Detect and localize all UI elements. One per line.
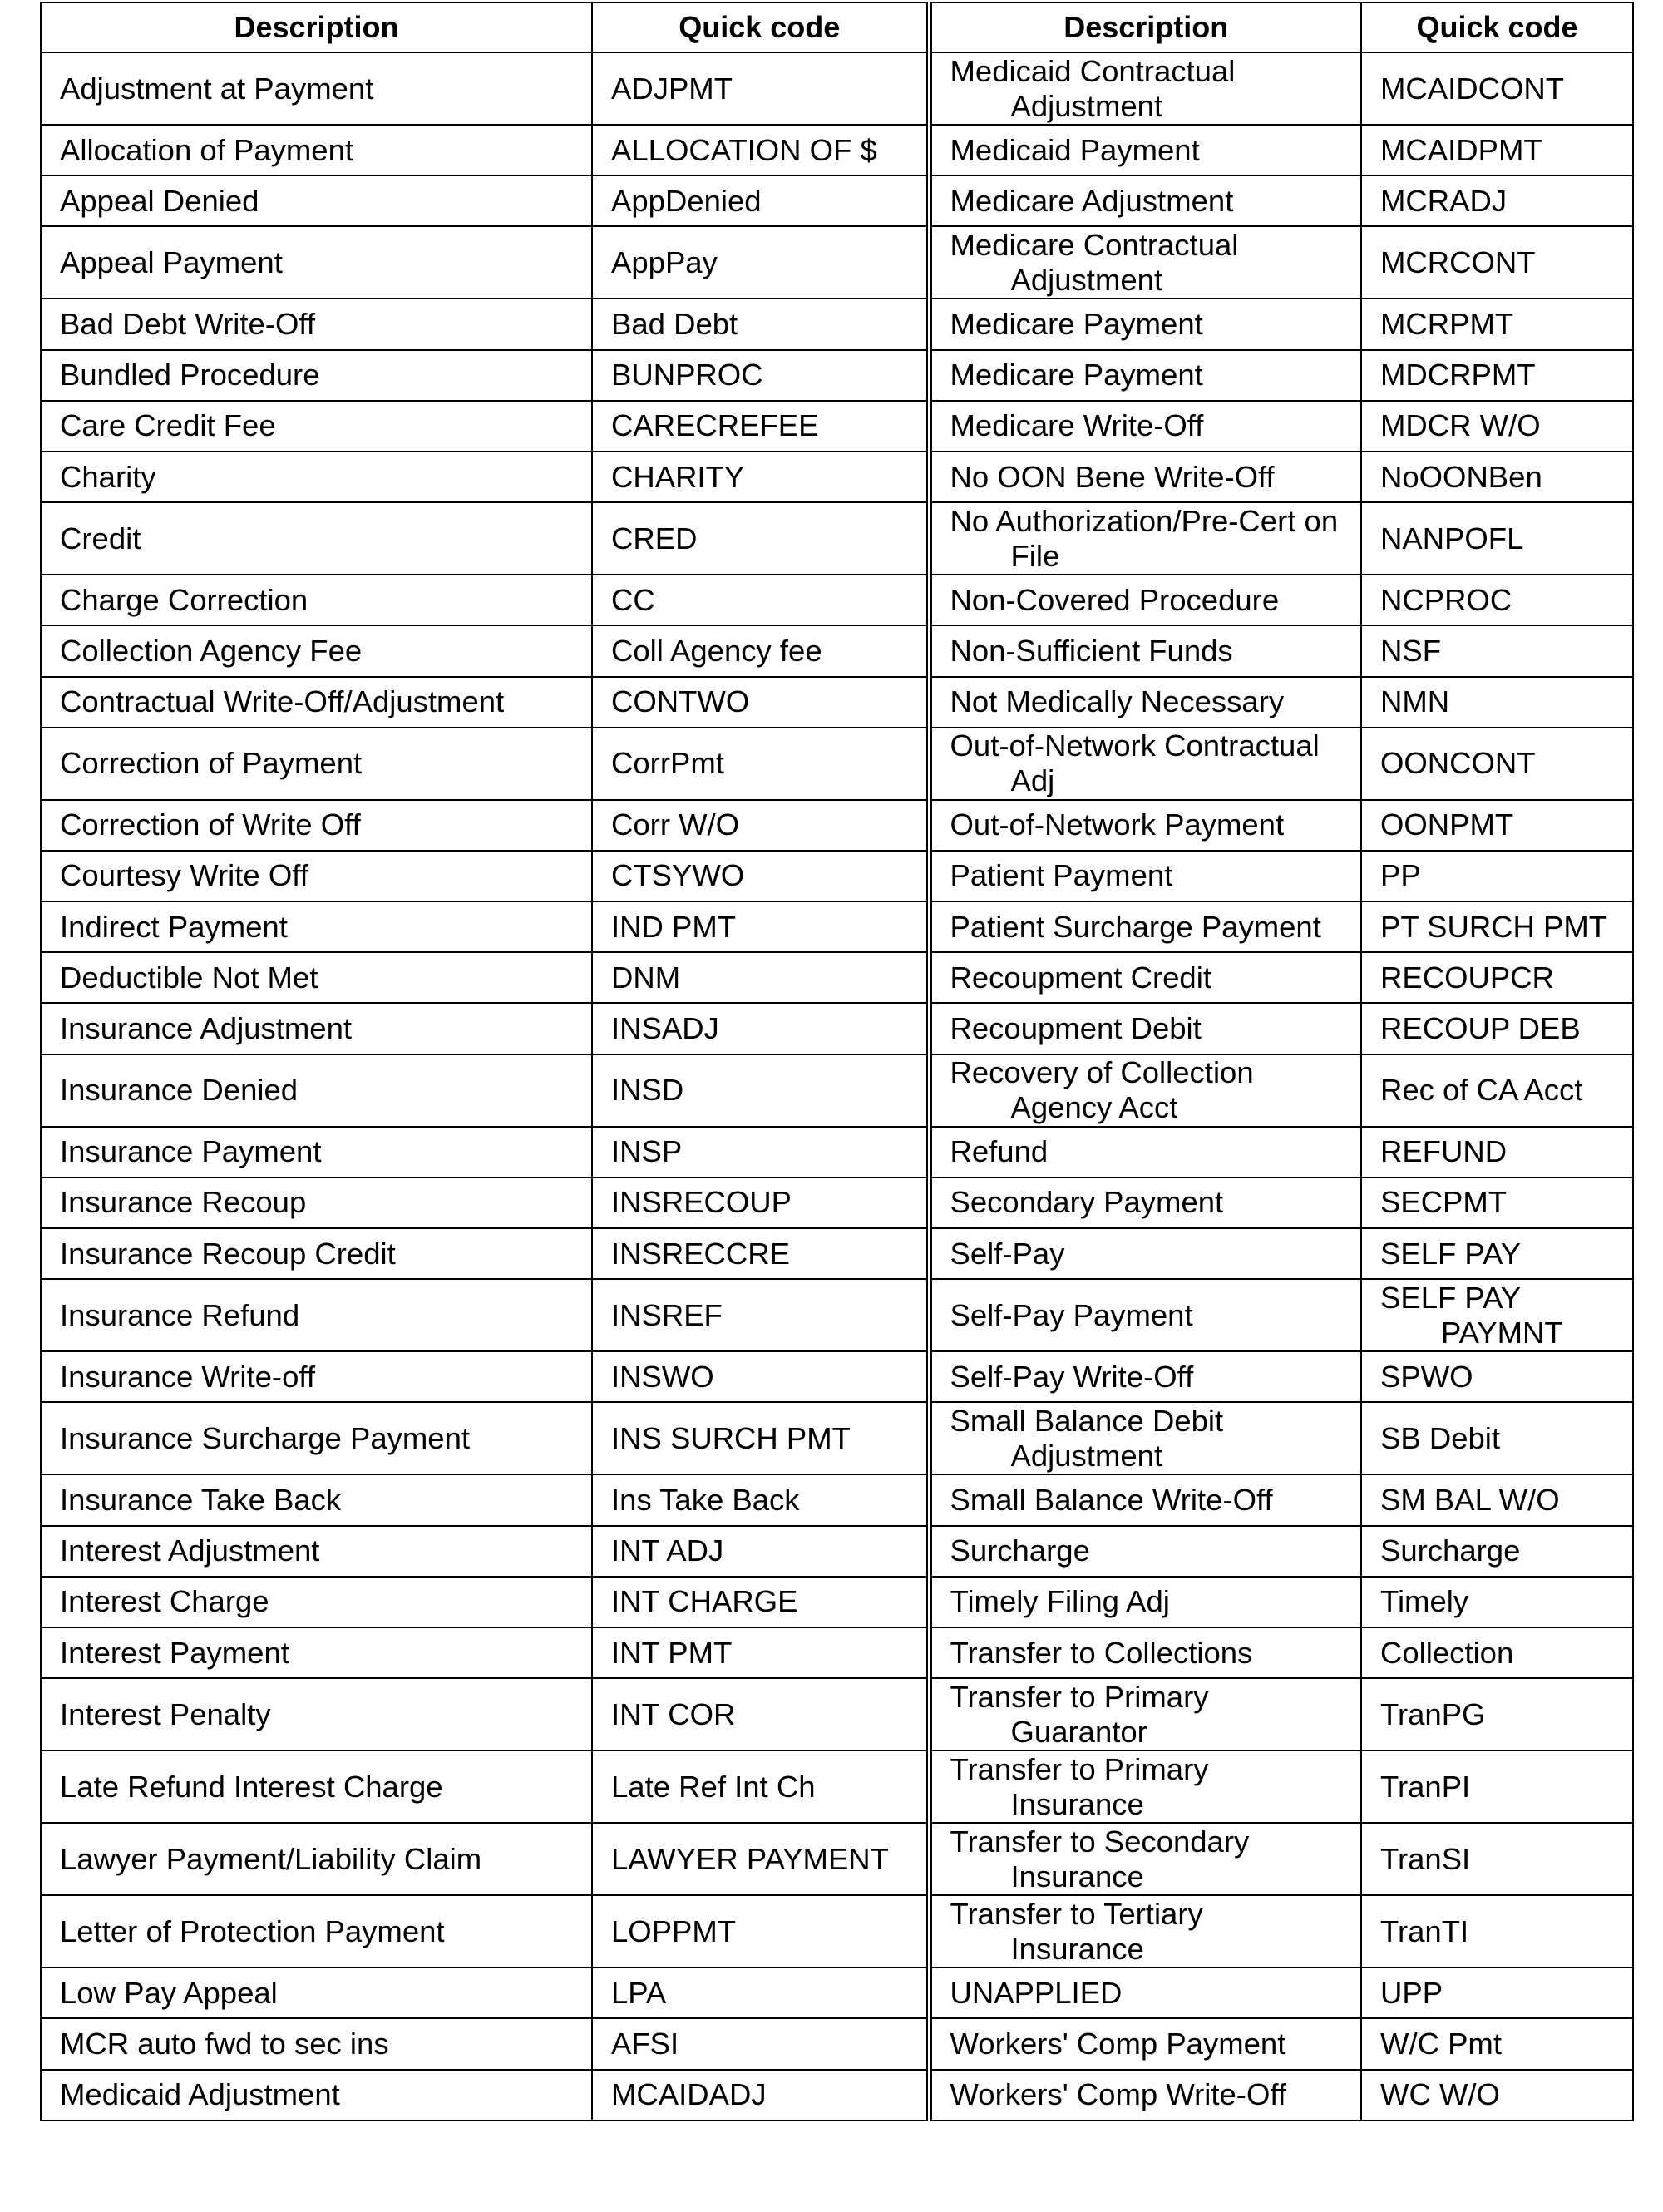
left-description-cell: Insurance Recoup Credit: [41, 1228, 592, 1279]
table-row: [41, 52, 1633, 125]
table-row: [41, 1627, 1633, 1678]
header-row: [41, 2, 1633, 52]
right-description-cell-line: Adjustment: [1010, 262, 1163, 297]
right-quick-code-cell: SPWO: [1361, 1351, 1633, 1402]
left-quick-code-cell: ADJPMT: [592, 52, 929, 125]
right-quick-code-cell: [1361, 1279, 1633, 1351]
right-quick-code-cell: RECOUPCR: [1361, 952, 1633, 1003]
left-quick-code-cell: Late Ref Int Ch: [592, 1750, 929, 1823]
left-quick-code-cell: CONTWO: [592, 677, 929, 728]
right-description-cell: [929, 1750, 1361, 1823]
left-description-cell: Late Refund Interest Charge: [41, 1750, 592, 1823]
right-description-cell: Workers' Comp Write-Off: [929, 2070, 1361, 2121]
right-description-cell: Medicare Adjustment: [929, 175, 1361, 226]
right-quick-code-cell: NSF: [1361, 625, 1633, 676]
left-description-cell: Interest Payment: [41, 1627, 592, 1678]
right-description-cell: Non-Covered Procedure: [929, 575, 1361, 625]
right-description-cell: Medicare Payment: [929, 299, 1361, 349]
table-row: [41, 851, 1633, 901]
right-description-cell-line: File: [1010, 538, 1060, 573]
left-quick-code-cell: INSREF: [592, 1279, 929, 1351]
table-row: [41, 1003, 1633, 1054]
left-description-cell: Medicaid Adjustment: [41, 2070, 592, 2121]
left-quick-code-cell: Bad Debt: [592, 299, 929, 349]
right-quick-code-cell: TranTI: [1361, 1895, 1633, 1968]
left-quick-code-cell: CRED: [592, 502, 929, 575]
right-description-cell-line: No Authorization/Pre-Cert on: [950, 503, 1339, 538]
table-row: [41, 1228, 1633, 1279]
right-description-cell-line: Transfer to Tertiary: [950, 1896, 1203, 1931]
left-quick-code-cell: Coll Agency fee: [592, 625, 929, 676]
left-quick-code-cell: INS SURCH PMT: [592, 1402, 929, 1474]
table-row: [41, 1054, 1633, 1127]
left-description-cell: Adjustment at Payment: [41, 52, 592, 125]
right-quick-code-cell: NMN: [1361, 677, 1633, 728]
table-row: [41, 2070, 1633, 2121]
right-quick-code-cell: MDCRPMT: [1361, 350, 1633, 401]
right-description-cell: Patient Payment: [929, 851, 1361, 901]
left-description-cell: Charge Correction: [41, 575, 592, 625]
left-quick-code-cell: INSWO: [592, 1351, 929, 1402]
right-description-cell: [929, 226, 1361, 299]
right-description-cell-line: Agency Acct: [1010, 1090, 1178, 1125]
left-quick-code-cell: CorrPmt: [592, 728, 929, 800]
table-row: [41, 1351, 1633, 1402]
header-quick-code-right: Quick code: [1361, 2, 1633, 52]
left-quick-code-cell: LAWYER PAYMENT: [592, 1823, 929, 1895]
left-quick-code-cell: AppPay: [592, 226, 929, 299]
table-row: [41, 350, 1633, 401]
right-quick-code-cell: W/C Pmt: [1361, 2018, 1633, 2069]
left-description-cell: Insurance Refund: [41, 1279, 592, 1351]
table-row: [41, 575, 1633, 625]
right-description-cell-line: Medicaid Contractual: [950, 53, 1236, 88]
left-quick-code-cell: INSRECCRE: [592, 1228, 929, 1279]
left-description-cell: Correction of Write Off: [41, 800, 592, 851]
right-quick-code-cell: Rec of CA Acct: [1361, 1054, 1633, 1127]
quick-code-table: [40, 2, 1634, 2121]
left-quick-code-cell: LOPPMT: [592, 1895, 929, 1968]
left-description-cell: Contractual Write-Off/Adjustment: [41, 677, 592, 728]
right-description-cell-line: Out-of-Network Contractual: [950, 728, 1320, 763]
right-description-cell-line: Transfer to Primary: [950, 1679, 1209, 1714]
right-quick-code-cell: MCRCONT: [1361, 226, 1633, 299]
right-quick-code-cell: UPP: [1361, 1968, 1633, 2018]
right-quick-code-cell: Collection: [1361, 1627, 1633, 1678]
left-quick-code-cell: INT PMT: [592, 1627, 929, 1678]
left-quick-code-cell: INSP: [592, 1127, 929, 1178]
left-description-cell: Bad Debt Write-Off: [41, 299, 592, 349]
table-row: [41, 299, 1633, 349]
table-row: [41, 1750, 1633, 1823]
right-quick-code-cell: SM BAL W/O: [1361, 1474, 1633, 1525]
left-quick-code-cell: AppDenied: [592, 175, 929, 226]
right-description-cell: Recoupment Credit: [929, 952, 1361, 1003]
left-description-cell: Low Pay Appeal: [41, 1968, 592, 2018]
table-row: [41, 226, 1633, 299]
left-description-cell: Insurance Take Back: [41, 1474, 592, 1525]
right-quick-code-cell: Timely: [1361, 1577, 1633, 1627]
table-row: [41, 1968, 1633, 2018]
table-row: [41, 401, 1633, 452]
right-quick-code-cell: TranPG: [1361, 1678, 1633, 1750]
right-description-cell: No OON Bene Write-Off: [929, 452, 1361, 502]
table-row: [41, 952, 1633, 1003]
left-quick-code-cell: DNM: [592, 952, 929, 1003]
right-description-cell-line: Insurance: [1010, 1859, 1144, 1894]
table-row: [41, 1895, 1633, 1968]
right-description-cell-line: Transfer to Primary: [950, 1751, 1209, 1786]
left-description-cell: Credit: [41, 502, 592, 575]
left-description-cell: Insurance Surcharge Payment: [41, 1402, 592, 1474]
table-body: [41, 52, 1633, 2121]
table-row: [41, 175, 1633, 226]
left-description-cell: Care Credit Fee: [41, 401, 592, 452]
table-row: [41, 1402, 1633, 1474]
right-description-cell: Medicare Payment: [929, 350, 1361, 401]
table-row: [41, 1526, 1633, 1577]
right-quick-code-cell: OONCONT: [1361, 728, 1633, 800]
left-description-cell: Interest Penalty: [41, 1678, 592, 1750]
table-row: [41, 1577, 1633, 1627]
right-quick-code-cell: SELF PAY: [1361, 1228, 1633, 1279]
left-description-cell: Insurance Write-off: [41, 1351, 592, 1402]
left-description-cell: Insurance Denied: [41, 1054, 592, 1127]
right-quick-code-cell: TranSI: [1361, 1823, 1633, 1895]
right-quick-code-cell: RECOUP DEB: [1361, 1003, 1633, 1054]
left-description-cell: Appeal Denied: [41, 175, 592, 226]
left-quick-code-cell: INT ADJ: [592, 1526, 929, 1577]
table-row: [41, 1127, 1633, 1178]
right-quick-code-cell: NoOONBen: [1361, 452, 1633, 502]
table-row: [41, 1474, 1633, 1525]
left-description-cell: Courtesy Write Off: [41, 851, 592, 901]
left-description-cell: Indirect Payment: [41, 901, 592, 952]
right-description-cell-line: Guarantor: [1010, 1714, 1147, 1749]
right-description-cell: Workers' Comp Payment: [929, 2018, 1361, 2069]
table-row: [41, 125, 1633, 175]
left-description-cell: Appeal Payment: [41, 226, 592, 299]
right-quick-code-cell: SB Debit: [1361, 1402, 1633, 1474]
right-quick-code-cell: TranPI: [1361, 1750, 1633, 1823]
left-quick-code-cell: INSD: [592, 1054, 929, 1127]
left-quick-code-cell: INSADJ: [592, 1003, 929, 1054]
right-quick-code-cell: MCAIDCONT: [1361, 52, 1633, 125]
table-row: [41, 1279, 1633, 1351]
table-row: [41, 625, 1633, 676]
right-description-cell: [929, 1678, 1361, 1750]
right-description-cell-line: Adjustment: [1010, 88, 1163, 123]
right-description-cell: Medicaid Payment: [929, 125, 1361, 175]
right-description-cell: Small Balance Write-Off: [929, 1474, 1361, 1525]
header-quick-code-left: Quick code: [592, 2, 929, 52]
table-row: [41, 1178, 1633, 1228]
header-description-left: Description: [41, 2, 592, 52]
left-quick-code-cell: CC: [592, 575, 929, 625]
left-description-cell: Interest Adjustment: [41, 1526, 592, 1577]
left-quick-code-cell: AFSI: [592, 2018, 929, 2069]
right-description-cell: Medicare Write-Off: [929, 401, 1361, 452]
right-description-cell-line: Insurance: [1010, 1786, 1144, 1821]
right-quick-code-cell: PP: [1361, 851, 1633, 901]
left-description-cell: Lawyer Payment/Liability Claim: [41, 1823, 592, 1895]
table-row: [41, 2018, 1633, 2069]
right-description-cell: UNAPPLIED: [929, 1968, 1361, 2018]
right-description-cell: Self-Pay Write-Off: [929, 1351, 1361, 1402]
table-row: [41, 452, 1633, 502]
right-description-cell: Patient Surcharge Payment: [929, 901, 1361, 952]
right-quick-code-cell: REFUND: [1361, 1127, 1633, 1178]
right-description-cell-line: Medicare Contractual: [950, 227, 1239, 262]
right-quick-code-cell-line: SELF PAY: [1380, 1280, 1522, 1315]
table-row: [41, 502, 1633, 575]
right-quick-code-cell: OONPMT: [1361, 800, 1633, 851]
right-description-cell: [929, 502, 1361, 575]
right-quick-code-cell: SECPMT: [1361, 1178, 1633, 1228]
right-quick-code-cell: MCRPMT: [1361, 299, 1633, 349]
table-row: [41, 677, 1633, 728]
right-description-cell: Self-Pay: [929, 1228, 1361, 1279]
left-quick-code-cell: BUNPROC: [592, 350, 929, 401]
right-quick-code-cell: MCAIDPMT: [1361, 125, 1633, 175]
right-quick-code-cell: MDCR W/O: [1361, 401, 1633, 452]
right-description-cell: Surcharge: [929, 1526, 1361, 1577]
right-description-cell: [929, 1402, 1361, 1474]
right-description-cell: [929, 1823, 1361, 1895]
left-quick-code-cell: INT COR: [592, 1678, 929, 1750]
right-quick-code-cell: WC W/O: [1361, 2070, 1633, 2121]
right-description-cell: [929, 52, 1361, 125]
left-description-cell: Insurance Payment: [41, 1127, 592, 1178]
left-quick-code-cell: CTSYWO: [592, 851, 929, 901]
right-description-cell: Timely Filing Adj: [929, 1577, 1361, 1627]
left-description-cell: MCR auto fwd to sec ins: [41, 2018, 592, 2069]
right-description-cell: Recoupment Debit: [929, 1003, 1361, 1054]
right-description-cell-line: Adjustment: [1010, 1438, 1163, 1473]
table-row: [41, 901, 1633, 952]
left-quick-code-cell: MCAIDADJ: [592, 2070, 929, 2121]
right-description-cell: [929, 1895, 1361, 1968]
right-quick-code-cell: PT SURCH PMT: [1361, 901, 1633, 952]
left-description-cell: Charity: [41, 452, 592, 502]
right-quick-code-cell: MCRADJ: [1361, 175, 1633, 226]
right-description-cell: [929, 728, 1361, 800]
left-description-cell: Collection Agency Fee: [41, 625, 592, 676]
right-quick-code-cell: NCPROC: [1361, 575, 1633, 625]
left-quick-code-cell: CHARITY: [592, 452, 929, 502]
left-quick-code-cell: Ins Take Back: [592, 1474, 929, 1525]
table-row: [41, 1823, 1633, 1895]
left-description-cell: Deductible Not Met: [41, 952, 592, 1003]
right-description-cell-line: Small Balance Debit: [950, 1403, 1224, 1438]
left-quick-code-cell: ALLOCATION OF $: [592, 125, 929, 175]
left-description-cell: Bundled Procedure: [41, 350, 592, 401]
left-description-cell: Insurance Adjustment: [41, 1003, 592, 1054]
left-description-cell: Insurance Recoup: [41, 1178, 592, 1228]
left-description-cell: Allocation of Payment: [41, 125, 592, 175]
right-description-cell-line: Transfer to Secondary: [950, 1824, 1250, 1859]
left-quick-code-cell: LPA: [592, 1968, 929, 2018]
left-description-cell: Correction of Payment: [41, 728, 592, 800]
left-quick-code-cell: INT CHARGE: [592, 1577, 929, 1627]
right-description-cell: Transfer to Collections: [929, 1627, 1361, 1678]
right-quick-code-cell: NANPOFL: [1361, 502, 1633, 575]
right-description-cell: Non-Sufficient Funds: [929, 625, 1361, 676]
left-quick-code-cell: CARECREFEE: [592, 401, 929, 452]
left-quick-code-cell: IND PMT: [592, 901, 929, 952]
right-description-cell: Secondary Payment: [929, 1178, 1361, 1228]
left-description-cell: Letter of Protection Payment: [41, 1895, 592, 1968]
right-description-cell-line: Insurance: [1010, 1931, 1144, 1966]
right-description-cell-line: Adj: [1010, 763, 1055, 798]
left-quick-code-cell: INSRECOUP: [592, 1178, 929, 1228]
header-description-right: Description: [929, 2, 1361, 52]
left-description-cell: Interest Charge: [41, 1577, 592, 1627]
right-quick-code-cell: Surcharge: [1361, 1526, 1633, 1577]
right-description-cell-line: Recovery of Collection: [950, 1055, 1254, 1090]
table-row: [41, 728, 1633, 800]
table-row: [41, 800, 1633, 851]
right-description-cell: Not Medically Necessary: [929, 677, 1361, 728]
right-description-cell: Self-Pay Payment: [929, 1279, 1361, 1351]
right-description-cell: Refund: [929, 1127, 1361, 1178]
right-description-cell: Out-of-Network Payment: [929, 800, 1361, 851]
right-description-cell: [929, 1054, 1361, 1127]
right-quick-code-cell-line: PAYMNT: [1441, 1315, 1563, 1350]
left-quick-code-cell: Corr W/O: [592, 800, 929, 851]
table-row: [41, 1678, 1633, 1750]
